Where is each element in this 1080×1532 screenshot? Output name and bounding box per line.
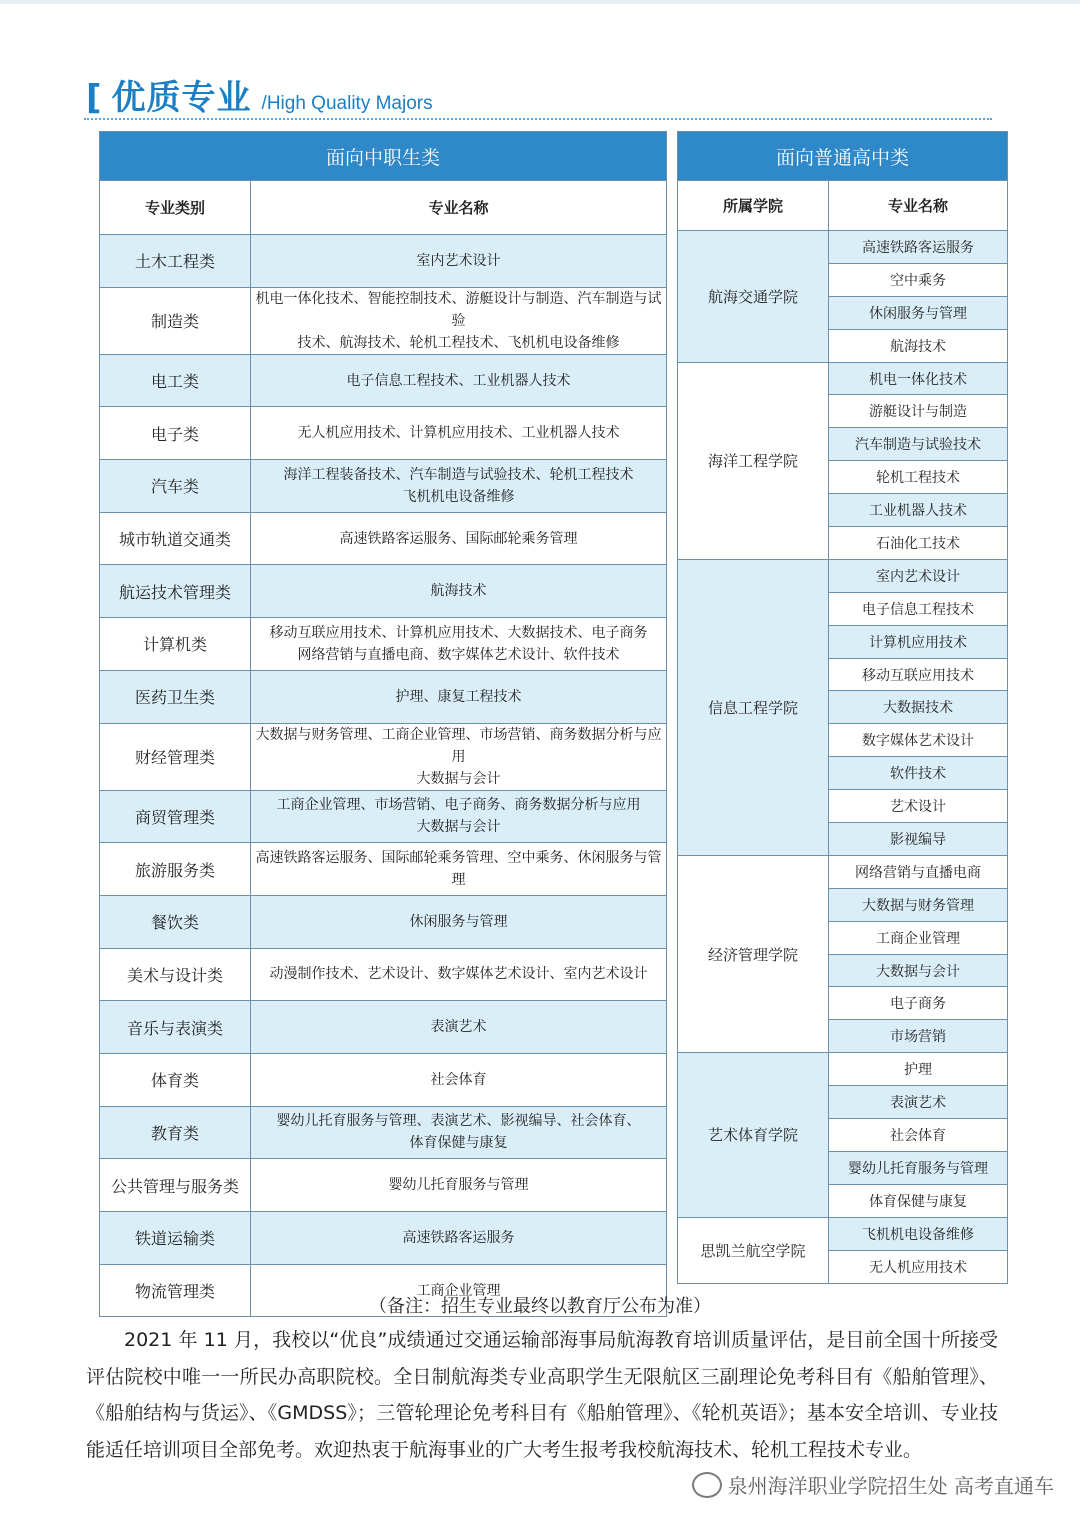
table-row xyxy=(100,948,667,1001)
major-names xyxy=(251,895,667,948)
major-names-line: 机电一体化技术、智能控制技术、游艇设计与制造、汽车制造与试验 xyxy=(255,290,662,329)
secondary-vocational-majors-table xyxy=(99,131,667,1317)
major-name: 护理 xyxy=(829,1053,1008,1086)
major-names xyxy=(251,618,667,671)
major-names-line: 婴幼儿托育服务与管理、表演艺术、影视编导、社会体育、 xyxy=(276,1113,641,1130)
major-category: 汽车类 xyxy=(100,460,251,513)
major-names xyxy=(251,790,667,843)
major-category: 物流管理类 xyxy=(100,1264,251,1317)
watermark xyxy=(692,1470,1054,1499)
major-name: 工业机器人技术 xyxy=(829,494,1008,527)
major-names-line: 室内艺术设计 xyxy=(416,252,501,269)
wechat-icon xyxy=(692,1472,722,1498)
major-name: 市场营销 xyxy=(829,1020,1008,1053)
major-name: 数字媒体艺术设计 xyxy=(829,724,1008,757)
table-row xyxy=(100,235,667,288)
major-name: 工商企业管理 xyxy=(829,921,1008,954)
table-row xyxy=(100,460,667,513)
major-category: 航运技术管理类 xyxy=(100,565,251,618)
major-names-line: 大数据与财务管理、工商企业管理、市场营销、商务数据分析与应用 xyxy=(255,726,662,765)
major-category: 商贸管理类 xyxy=(100,790,251,843)
college-name: 艺术体育学院 xyxy=(678,1053,829,1217)
major-names xyxy=(251,948,667,1001)
table-row xyxy=(100,1053,667,1106)
table-row xyxy=(100,670,667,723)
major-name: 移动互联应用技术 xyxy=(829,658,1008,691)
major-name: 体育保健与康复 xyxy=(829,1184,1008,1217)
major-name: 游艇设计与制造 xyxy=(829,395,1008,428)
major-name: 汽车制造与试验技术 xyxy=(829,428,1008,461)
major-name: 大数据与会计 xyxy=(829,954,1008,987)
left-table-title: 面向中职生类 xyxy=(100,132,667,181)
major-names xyxy=(251,1212,667,1265)
major-name: 休闲服务与管理 xyxy=(829,296,1008,329)
major-names-line: 高速铁路客运服务、国际邮轮乘务管理、空中乘务、休闲服务与管理 xyxy=(255,850,662,889)
major-names-line: 高速铁路客运服务 xyxy=(402,1229,515,1246)
major-name: 飞机机电设备维修 xyxy=(829,1217,1008,1250)
major-names-line: 体育保健与康复 xyxy=(409,1135,508,1152)
major-name: 轮机工程技术 xyxy=(829,461,1008,494)
major-name: 无人机应用技术 xyxy=(829,1250,1008,1283)
table-row xyxy=(678,362,1008,395)
table-row xyxy=(100,790,667,843)
major-name: 石油化工技术 xyxy=(829,527,1008,560)
major-names xyxy=(251,287,667,354)
major-names-line: 表演艺术 xyxy=(430,1019,487,1036)
college-name: 思凯兰航空学院 xyxy=(678,1217,829,1283)
major-category: 土木工程类 xyxy=(100,235,251,288)
table-row xyxy=(100,1159,667,1212)
right-col-header-names: 专业名称 xyxy=(829,181,1008,231)
header-bracket: [ xyxy=(86,78,102,118)
dotted-divider xyxy=(84,118,992,120)
major-category: 公共管理与服务类 xyxy=(100,1159,251,1212)
major-name: 计算机应用技术 xyxy=(829,625,1008,658)
major-category: 医药卫生类 xyxy=(100,670,251,723)
major-names-line: 休闲服务与管理 xyxy=(409,913,508,930)
footnote: （备注：招生专业最终以教育厅公布为准） xyxy=(369,1296,711,1317)
major-names xyxy=(251,723,667,790)
major-category: 计算机类 xyxy=(100,618,251,671)
major-name: 网络营销与直播电商 xyxy=(829,855,1008,888)
table-row xyxy=(100,287,667,354)
page-top-border xyxy=(0,0,1080,4)
major-names xyxy=(251,670,667,723)
major-name: 电子信息工程技术 xyxy=(829,592,1008,625)
table-row xyxy=(100,843,667,896)
major-names xyxy=(251,565,667,618)
table-row xyxy=(100,723,667,790)
section-subtitle: /High Quality Majors xyxy=(261,93,433,114)
left-col-header-category: 专业类别 xyxy=(100,181,251,235)
body-paragraph: 2021 年 11 月，我校以“优良”成绩通过交通运输部海事局航海教育培训质量评估，是目前全国十所接受评估院校中唯一一所民办高职院校。全日制航海类专业高职学生无限航区三副理论免考科目有《船舶管理》、《船舶结构与货运》、《GMDSS》；三管轮理论免考科目有《船舶管理》、《轮机英语》；基本安全培训、专业技能适任培训项目全部免考。欢迎热衷于航海事业的广大考生报考我校航海技术、轮机工程技术专业。 xyxy=(86,1329,998,1461)
major-name: 婴幼儿托育服务与管理 xyxy=(829,1151,1008,1184)
major-name: 空中乘务 xyxy=(829,263,1008,296)
major-names-line: 飞机机电设备维修 xyxy=(402,488,515,505)
college-name: 海洋工程学院 xyxy=(678,362,829,559)
major-category: 餐饮类 xyxy=(100,895,251,948)
major-names xyxy=(251,1159,667,1212)
table-row xyxy=(678,231,1008,264)
major-names-line: 大数据与会计 xyxy=(416,819,501,836)
table-row xyxy=(100,1001,667,1054)
section-title: 优质专业 xyxy=(111,78,252,118)
major-name: 社会体育 xyxy=(829,1119,1008,1152)
major-name: 室内艺术设计 xyxy=(829,559,1008,592)
table-row xyxy=(100,407,667,460)
major-names-line: 护理、康复工程技术 xyxy=(395,688,522,705)
left-col-header-names: 专业名称 xyxy=(251,181,667,235)
table-row xyxy=(100,895,667,948)
major-category: 旅游服务类 xyxy=(100,843,251,896)
major-category: 音乐与表演类 xyxy=(100,1001,251,1054)
right-table-title: 面向普通高中类 xyxy=(678,132,1008,181)
section-header xyxy=(86,70,433,120)
major-category: 体育类 xyxy=(100,1053,251,1106)
major-name: 表演艺术 xyxy=(829,1086,1008,1119)
major-category: 制造类 xyxy=(100,287,251,354)
major-name: 高速铁路客运服务 xyxy=(829,231,1008,264)
major-name: 航海技术 xyxy=(829,329,1008,362)
major-names-line: 移动互联应用技术、计算机应用技术、大数据技术、电子商务 xyxy=(269,624,648,641)
major-name: 电子商务 xyxy=(829,987,1008,1020)
major-name: 影视编导 xyxy=(829,823,1008,856)
major-names-line: 婴幼儿托育服务与管理 xyxy=(388,1177,529,1194)
major-names xyxy=(251,843,667,896)
major-category: 财经管理类 xyxy=(100,723,251,790)
major-names-line: 电子信息工程技术、工业机器人技术 xyxy=(346,372,571,389)
table-row xyxy=(100,512,667,565)
table-row xyxy=(678,1053,1008,1086)
table-row xyxy=(678,559,1008,592)
major-names-line: 技术、航海技术、轮机工程技术、飞机机电设备维修 xyxy=(297,334,620,351)
table-row xyxy=(678,855,1008,888)
major-name: 大数据与财务管理 xyxy=(829,888,1008,921)
major-names-line: 工商企业管理、市场营销、电子商务、商务数据分析与应用 xyxy=(276,797,641,814)
right-col-header-college: 所属学院 xyxy=(678,181,829,231)
major-names-line: 高速铁路客运服务、国际邮轮乘务管理 xyxy=(339,530,578,547)
college-name: 经济管理学院 xyxy=(678,855,829,1052)
major-name: 艺术设计 xyxy=(829,790,1008,823)
major-category: 电子类 xyxy=(100,407,251,460)
table-row xyxy=(100,565,667,618)
major-names-line: 航海技术 xyxy=(430,583,487,600)
major-name: 大数据技术 xyxy=(829,691,1008,724)
major-names-line: 大数据与会计 xyxy=(416,770,501,787)
major-names-line: 工商企业管理 xyxy=(416,1282,501,1299)
major-names-line: 网络营销与直播电商、数字媒体艺术设计、软件技术 xyxy=(297,646,620,663)
major-category: 城市轨道交通类 xyxy=(100,512,251,565)
major-names-line: 海洋工程装备技术、汽车制造与试验技术、轮机工程技术 xyxy=(283,466,634,483)
table-row xyxy=(100,1212,667,1265)
major-names xyxy=(251,1106,667,1159)
table-row xyxy=(100,354,667,407)
major-names xyxy=(251,407,667,460)
major-category: 铁道运输类 xyxy=(100,1212,251,1265)
major-names xyxy=(251,354,667,407)
major-names xyxy=(251,1001,667,1054)
major-names xyxy=(251,235,667,288)
major-name: 软件技术 xyxy=(829,757,1008,790)
college-name: 航海交通学院 xyxy=(678,231,829,363)
watermark-text: 泉州海洋职业学院招生处 高考直通车 xyxy=(727,1474,1054,1498)
table-row xyxy=(100,1106,667,1159)
major-category: 教育类 xyxy=(100,1106,251,1159)
major-name: 机电一体化技术 xyxy=(829,362,1008,395)
high-school-majors-table xyxy=(677,131,1008,1284)
major-category: 电工类 xyxy=(100,354,251,407)
college-name: 信息工程学院 xyxy=(678,559,829,855)
major-names-line: 动漫制作技术、艺术设计、数字媒体艺术设计、室内艺术设计 xyxy=(269,966,648,983)
major-names xyxy=(251,1053,667,1106)
major-names-line: 无人机应用技术、计算机应用技术、工业机器人技术 xyxy=(297,425,620,442)
major-names xyxy=(251,512,667,565)
major-names xyxy=(251,460,667,513)
major-category: 美术与设计类 xyxy=(100,948,251,1001)
table-row xyxy=(678,1217,1008,1250)
major-names-line: 社会体育 xyxy=(430,1071,487,1088)
table-row xyxy=(100,618,667,671)
